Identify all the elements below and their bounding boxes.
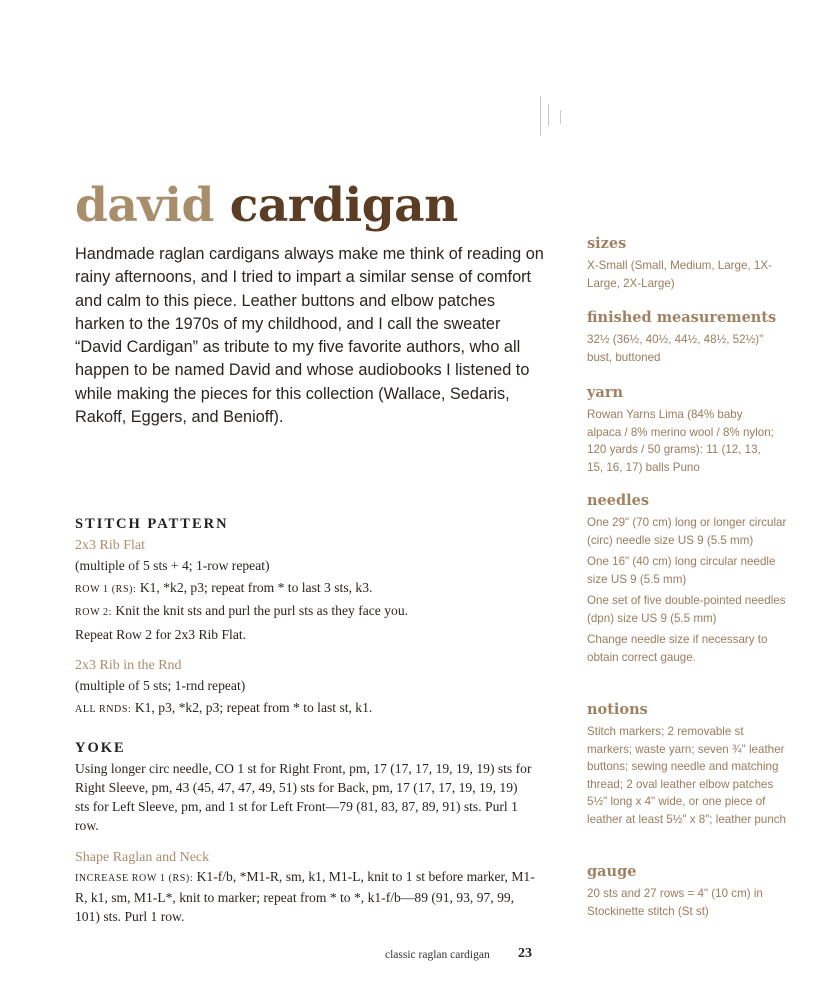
sizes-heading: sizes (587, 235, 627, 252)
scan-mark (548, 104, 549, 126)
row-1-text: K1, *k2, p3; repeat from * to last 3 sts, k3. (136, 579, 373, 595)
intro-paragraph: Handmade raglan cardigans always make me think of reading on rainy afternoons, and I tried to impart a similar sense of comfort and calm to this piece. Leather buttons and elbow patches harken to the 1970s of my childhood, and I call the sweater “David Cardigan” as tribute to my five favorite authors, who all happen to be named David and whose audiobooks I listened to while making the pieces for this collection (Wallace, Sedaris, Rakoff, Eggers, and Benioff). (75, 245, 544, 427)
shape-raglan-heading: Shape Raglan and Neck (75, 850, 210, 865)
all-rnds-text: K1, p3, *k2, p3; repeat from * to last st, k1. (131, 699, 373, 715)
gauge-heading: gauge (587, 863, 637, 880)
increase-row-text: K1-f/b, *M1-R, sm, k1, M1-L, knit to 1 st before marker, M1-R, k1, sm, M1-L*, knit to marker; repeat from * to *, k1-f/b—89 (91, 93, 97, 99, 101) sts. Purl 1 row. (75, 869, 535, 924)
notions-section (587, 701, 787, 828)
rib-rnd-multiple: (multiple of 5 sts; 1-rnd repeat) (75, 678, 246, 693)
rib-flat-heading: 2x3 Rib Flat (75, 538, 146, 553)
pattern-column (75, 516, 535, 926)
rib-flat-repeat: Repeat Row 2 for 2x3 Rib Flat. (75, 626, 247, 642)
finished-measurements-text: 32½ (36½, 40½, 44½, 48½, 52½)" bust, buttoned (587, 333, 764, 364)
increase-row-1 (75, 867, 535, 926)
needle-item: One set of five double-pointed needles (dpn) size US 9 (5.5 mm) (587, 594, 786, 625)
title-word-2: cardigan (229, 178, 458, 233)
row-2-text: Knit the knit sts and purl the purl sts as they face you. (112, 603, 409, 618)
row-2-label: ROW 2: (75, 607, 113, 618)
finished-measurements-heading: finished measurements (587, 309, 777, 326)
yarn-section (587, 384, 779, 476)
rib-flat-row-1 (75, 577, 535, 601)
rib-rnd-heading: 2x3 Rib in the Rnd (75, 658, 182, 673)
title-word-1: david (75, 178, 214, 233)
finished-measurements-section (587, 309, 787, 366)
yoke-heading: YOKE (75, 740, 126, 756)
page-title (75, 176, 458, 236)
needle-item: Change needle size if necessary to obtain correct gauge. (587, 633, 768, 664)
row-1-label: ROW 1 (RS): (75, 583, 137, 595)
scan-mark (560, 110, 561, 124)
needles-heading: needles (587, 492, 650, 509)
stitch-pattern-heading: STITCH PATTERN (75, 516, 229, 532)
sizes-section (587, 235, 787, 292)
sizes-text: X-Small (Small, Medium, Large, 1X-Large, 2X-Large) (587, 259, 772, 290)
needle-item: One 16" (40 cm) long circular needle size US 9 (5.5 mm) (587, 555, 776, 586)
yarn-text: Rowan Yarns Lima (84% baby alpaca / 8% merino wool / 8% nylon; 120 yards / 50 grams): 11 (12, 13, 15, 16, 17) balls Puno (587, 408, 774, 474)
notions-heading: notions (587, 701, 648, 718)
increase-row-label: INCREASE ROW 1 (RS): (75, 873, 194, 884)
yoke-text: Using longer circ needle, CO 1 st for Right Front, pm, 17 (17, 17, 19, 19, 19) sts for Right Sleeve, pm, 43 (45, 47, 47, 49, 51) sts for Back, pm, 17 (17, 17, 19, 19, 19) sts for Left Sleeve, pm, and 1 st for Left Front—79 (81, 83, 87, 89, 91) sts. Purl 1 row. (75, 761, 532, 833)
all-rnds-label: ALL RNDS: (75, 703, 132, 715)
gauge-section (587, 863, 787, 920)
notions-text: Stitch markers; 2 removable st markers; waste yarn; seven ¾" leather buttons; sewing needle and matching thread; 2 oval leather elbow patches 5½" long x 4" wide, or one piece of leather at least 5½" x 8"; leather punch (587, 725, 787, 826)
rib-flat-row-2 (75, 600, 535, 624)
needle-item: One 29" (70 cm) long or longer circular (circ) needle size US 9 (5.5 mm) (587, 516, 787, 547)
running-footer: classic raglan cardigan (385, 949, 490, 961)
scan-mark (540, 96, 541, 136)
rib-rnd-all-rnds (75, 697, 535, 721)
rib-flat-multiple: (multiple of 5 sts + 4; 1-row repeat) (75, 558, 270, 573)
yarn-heading: yarn (587, 384, 624, 401)
gauge-text: 20 sts and 27 rows = 4" (10 cm) in Stockinette stitch (St st) (587, 887, 763, 918)
needles-section (587, 492, 787, 666)
page-number: 23 (518, 946, 532, 961)
